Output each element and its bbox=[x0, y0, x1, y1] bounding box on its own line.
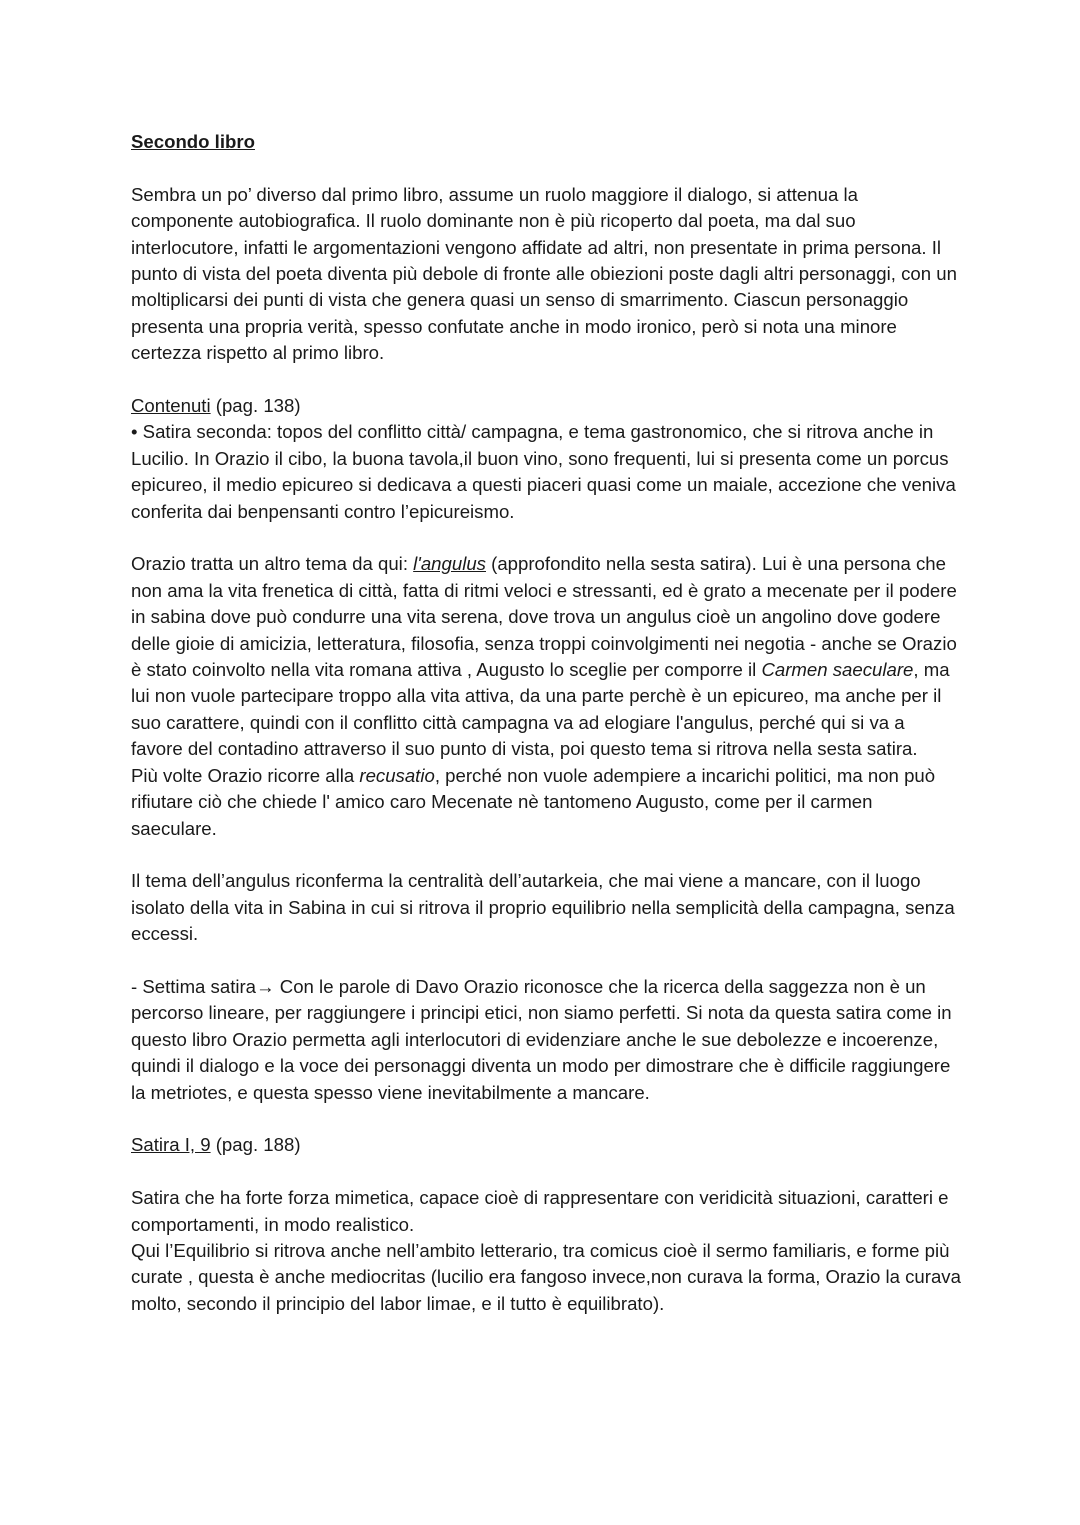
spacer bbox=[131, 1159, 961, 1185]
spacer bbox=[131, 948, 961, 974]
contenuti-label: Contenuti bbox=[131, 395, 211, 417]
contenuti-heading bbox=[131, 393, 961, 419]
text-run: (approfondito nella sesta satira). Lui è una persona che non ama la vita frenetica di città, fatta di ritmi veloci e stressanti, ed è grato a mecenate per il podere in sabina dove può condurre una vita serena, dove trova un angulus cioè un angolino dove godere delle gioie di amicizia, letteratura, filosofia, senza troppi coinvolgimenti nei negotia - anche se Orazio è stato coinvolto nella vita romana attiva , Augusto lo sceglie per comporre il bbox=[131, 553, 957, 681]
satira-19-heading bbox=[131, 1132, 961, 1158]
satira-19-paragraph-1: Satira che ha forte forza mimetica, capace cioè di rappresentare con veridicità situazioni, caratteri e comportamenti, in modo realistico. bbox=[131, 1187, 949, 1235]
spacer bbox=[131, 1106, 961, 1132]
satira-seconda-paragraph: • Satira seconda: topos del conflitto città/ campagna, e tema gastronomico, che si ritrova anche in Lucilio. In Orazio il cibo, la buona tavola,il buon vino, sono frequenti, lui si presenta come un porcus epicureo, il medio epicureo si dedicava a questi piaceri quasi come un maiale, accezione che veniva conferita dai benpensanti contro l’epicureismo. bbox=[131, 421, 956, 522]
intro-paragraph: Sembra un po’ diverso dal primo libro, assume un ruolo maggiore il dialogo, si attenua la componente autobiografica. Il ruolo dominante non è più ricoperto dal poeta, ma dal suo interlocutore, infatti le argomentazioni vengono affidate ad altri, non presentate in prima persona. Il punto di vista del poeta diventa più debole di fronte alle obiezioni poste dagli altri personaggi, con un moltiplicarsi dei punti di vista che genera quasi un senso di smarrimento. Ciascun personaggio presenta una propria verità, spesso confutate anche in modo ironico, però si nota una minore certezza rispetto al primo libro. bbox=[131, 183, 957, 364]
satira-19-label: Satira I, 9 bbox=[131, 1134, 211, 1156]
text-run: Più volte Orazio ricorre alla bbox=[131, 764, 360, 786]
contenuti-ref: (pag. 138) bbox=[210, 395, 301, 417]
spacer bbox=[131, 525, 961, 551]
section-heading: Secondo libro bbox=[131, 131, 255, 152]
spacer bbox=[131, 367, 961, 393]
settima-satira-paragraph: - Settima satira→ Con le parole di Davo Orazio riconosce che la ricerca della saggezza non è un percorso lineare, per raggiungere i principi etici, non siamo perfetti. Si nota da questa satira come in questo libro Orazio permetta agli interlocutori di evidenziare anche le sue debolezze e incoerenze, quindi il dialogo e la voce dei personaggi diventa un modo per dimostrare che è difficile raggiungere la metriotes, e questa spesso viene inevitabilmente a mancare. bbox=[131, 975, 952, 1103]
text-run: , ma lui non vuole partecipare troppo alla vita attiva, da una parte perchè è un epicureo, ma anche per il suo carattere, quindi con il conflitto città campagna va ad elogiare l'angulus, perché qui si va a favore del contadino attraverso il suo punto di vista, poi questo tema si ritrova nella sesta satira. bbox=[131, 659, 950, 760]
carmen-title: Carmen saeculare bbox=[761, 659, 914, 681]
angulus-paragraph bbox=[131, 551, 961, 762]
text-run: Orazio tratta un altro tema da qui: bbox=[131, 553, 414, 575]
satira-19-ref: (pag. 188) bbox=[210, 1134, 301, 1156]
spacer bbox=[131, 842, 961, 868]
autarkeia-paragraph: Il tema dell’angulus riconferma la centralità dell’autarkeia, che mai viene a mancare, con il luogo isolato della vita in Sabina in cui si ritrova il proprio equilibrio nella semplicità della campagna, senza eccessi. bbox=[131, 870, 955, 945]
document-page bbox=[131, 129, 961, 1317]
recusatio-term: recusatio bbox=[359, 764, 435, 786]
text-run: , perché non vuole adempiere a incarichi politici, ma non può rifiutare ciò che chiede l' amico caro Mecenate nè tantomeno Augusto, come per il carmen saeculare. bbox=[131, 764, 936, 839]
satira-19-paragraph-2: Qui l’Equilibrio si ritrova anche nell’ambito letterario, tra comicus cioè il sermo familiaris, e forme più curate , questa è anche mediocritas (lucilio era fangoso invece,non curava la forma, Orazio la curava molto, secondo il principio del labor limae, e il tutto è equilibrato). bbox=[131, 1239, 961, 1314]
spacer bbox=[131, 155, 961, 181]
recusatio-paragraph bbox=[131, 763, 961, 842]
angulus-term: l'angulus bbox=[413, 553, 486, 575]
